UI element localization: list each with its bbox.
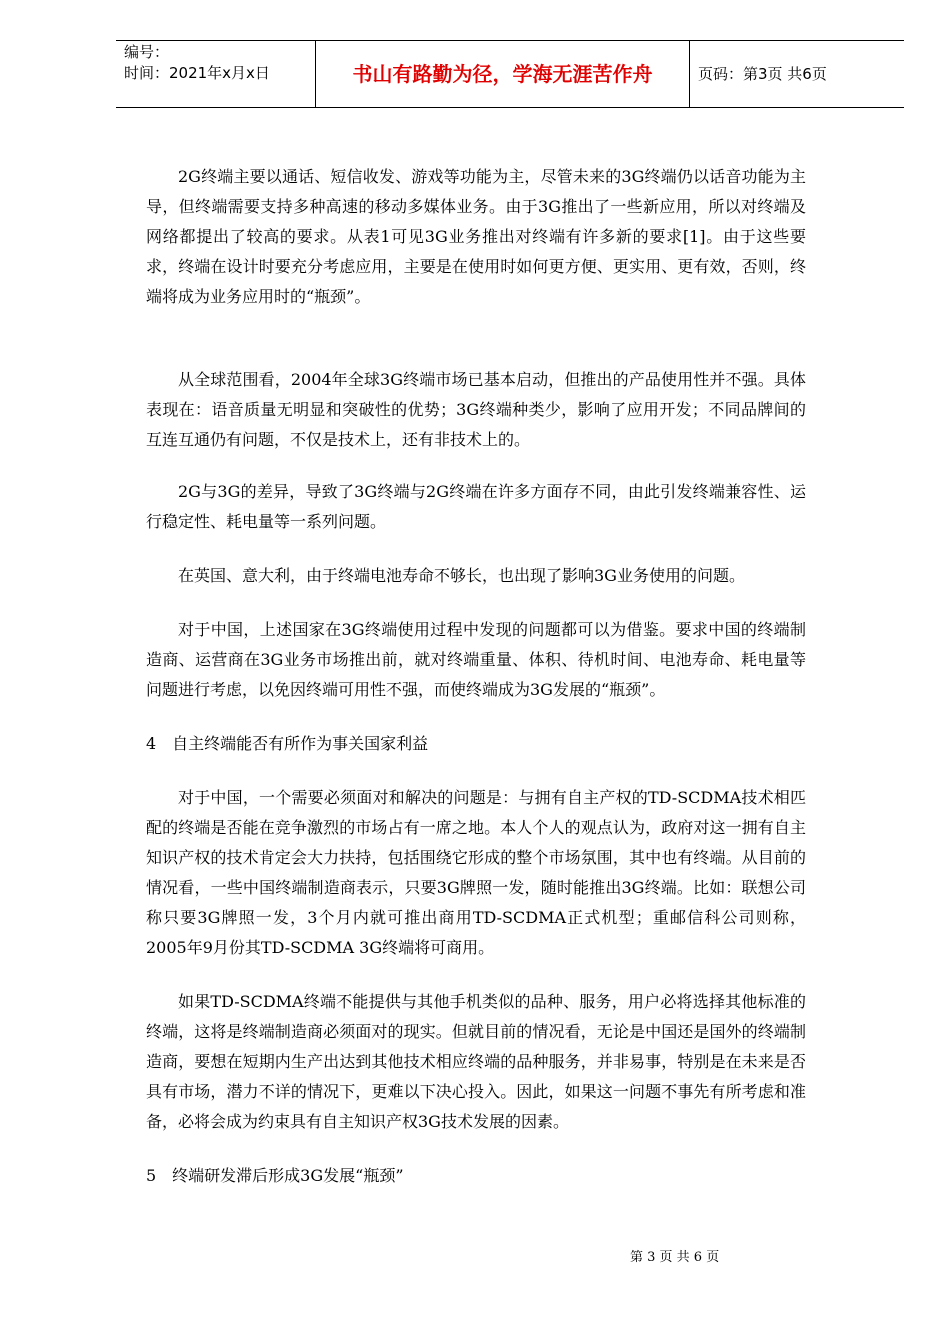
- page-footer: 第 3 页 共 6 页: [630, 1250, 720, 1265]
- header-meta: [124, 41, 314, 107]
- body-paragraph: 从全球范围看，2004年全球3G终端市场已基本启动，但推出的产品使用性并不强。具体表现在：语音质量无明显和突破性的优势；3G终端种类少，影响了应用开发；不同品牌间的互连互通仍有问题，不仅是技术上，还有非技术上的。: [146, 370, 806, 449]
- body-paragraph: 对于中国，上述国家在3G终端使用过程中发现的问题都可以为借鉴。要求中国的终端制造商、运营商在3G业务市场推出前，就对终端重量、体积、待机时间、电池寿命、耗电量等问题进行考虑，以免因终端可用性不强，而使终端成为3G发展的“瓶颈”。: [146, 620, 806, 699]
- header-motto: 书山有路勤为径，学海无涯苦作舟: [352, 62, 653, 86]
- section-heading: 4 自主终端能否有所作为事关国家利益: [146, 734, 429, 753]
- body-paragraph: 如果TD-SCDMA终端不能提供与其他手机类似的品种、服务，用户必将选择其他标准的终端，这将是终端制造商必须面对的现实。但就目前的情况看，无论是中国还是国外的终端制造商，要想在短期内生产出达到其他技术相应终端的品种服务，并非易事，特别是在未来是否具有市场，潜力不详的情况下，更难以下决心投入。因此，如果这一问题不事先有所考虑和准备，必将会成为约束具有自主知识产权3G技术发展的因素。: [146, 992, 806, 1131]
- header-number-label: 编号：: [124, 43, 170, 61]
- body-paragraph: 在英国、意大利，由于终端电池寿命不够长，也出现了影响3G业务使用的问题。: [178, 566, 745, 585]
- section-heading: 5 终端研发滞后形成3G发展“瓶颈”: [146, 1166, 404, 1185]
- header-time-label: 时间：2021年x月x日: [124, 64, 270, 82]
- body-paragraph: 对于中国，一个需要必须面对和解决的问题是：与拥有自主产权的TD-SCDMA技术相匹配的终端是否能在竞争激烈的市场占有一席之地。本人个人的观点认为，政府对这一拥有自主知识产权的技术肯定会大力扶持，包括围绕它形成的整个市场氛围，其中也有终端。从目前的情况看，一些中国终端制造商表示，只要3G牌照一发，随时能推出3G终端。比如：联想公司称只要3G牌照一发，3个月内就可推出商用TD-SCDMA正式机型；重邮信科公司则称，2005年9月份其TD-SCDMA 3G终端将可商用。: [146, 788, 806, 957]
- body-paragraph: 2G终端主要以通话、短信收发、游戏等功能为主，尽管未来的3G终端仍以话音功能为主导，但终端需要支持多种高速的移动多媒体业务。由于3G推出了一些新应用，所以对终端及网络都提出了较高的要求。从表1可见3G业务推出对终端有许多新的要求[1]。由于这些要求，终端在设计时要充分考虑应用，主要是在使用时如何更方便、更实用、更有效，否则，终端将成为业务应用时的“瓶颈”。: [146, 167, 806, 306]
- header-page-info: 页码：第3页 共6页: [698, 65, 827, 83]
- page-header: [116, 40, 904, 108]
- body-paragraph: 2G与3G的差异，导致了3G终端与2G终端在许多方面存不同，由此引发终端兼容性、运行稳定性、耗电量等一系列问题。: [146, 482, 806, 531]
- header-divider: [689, 41, 690, 107]
- document-body: [146, 162, 806, 1191]
